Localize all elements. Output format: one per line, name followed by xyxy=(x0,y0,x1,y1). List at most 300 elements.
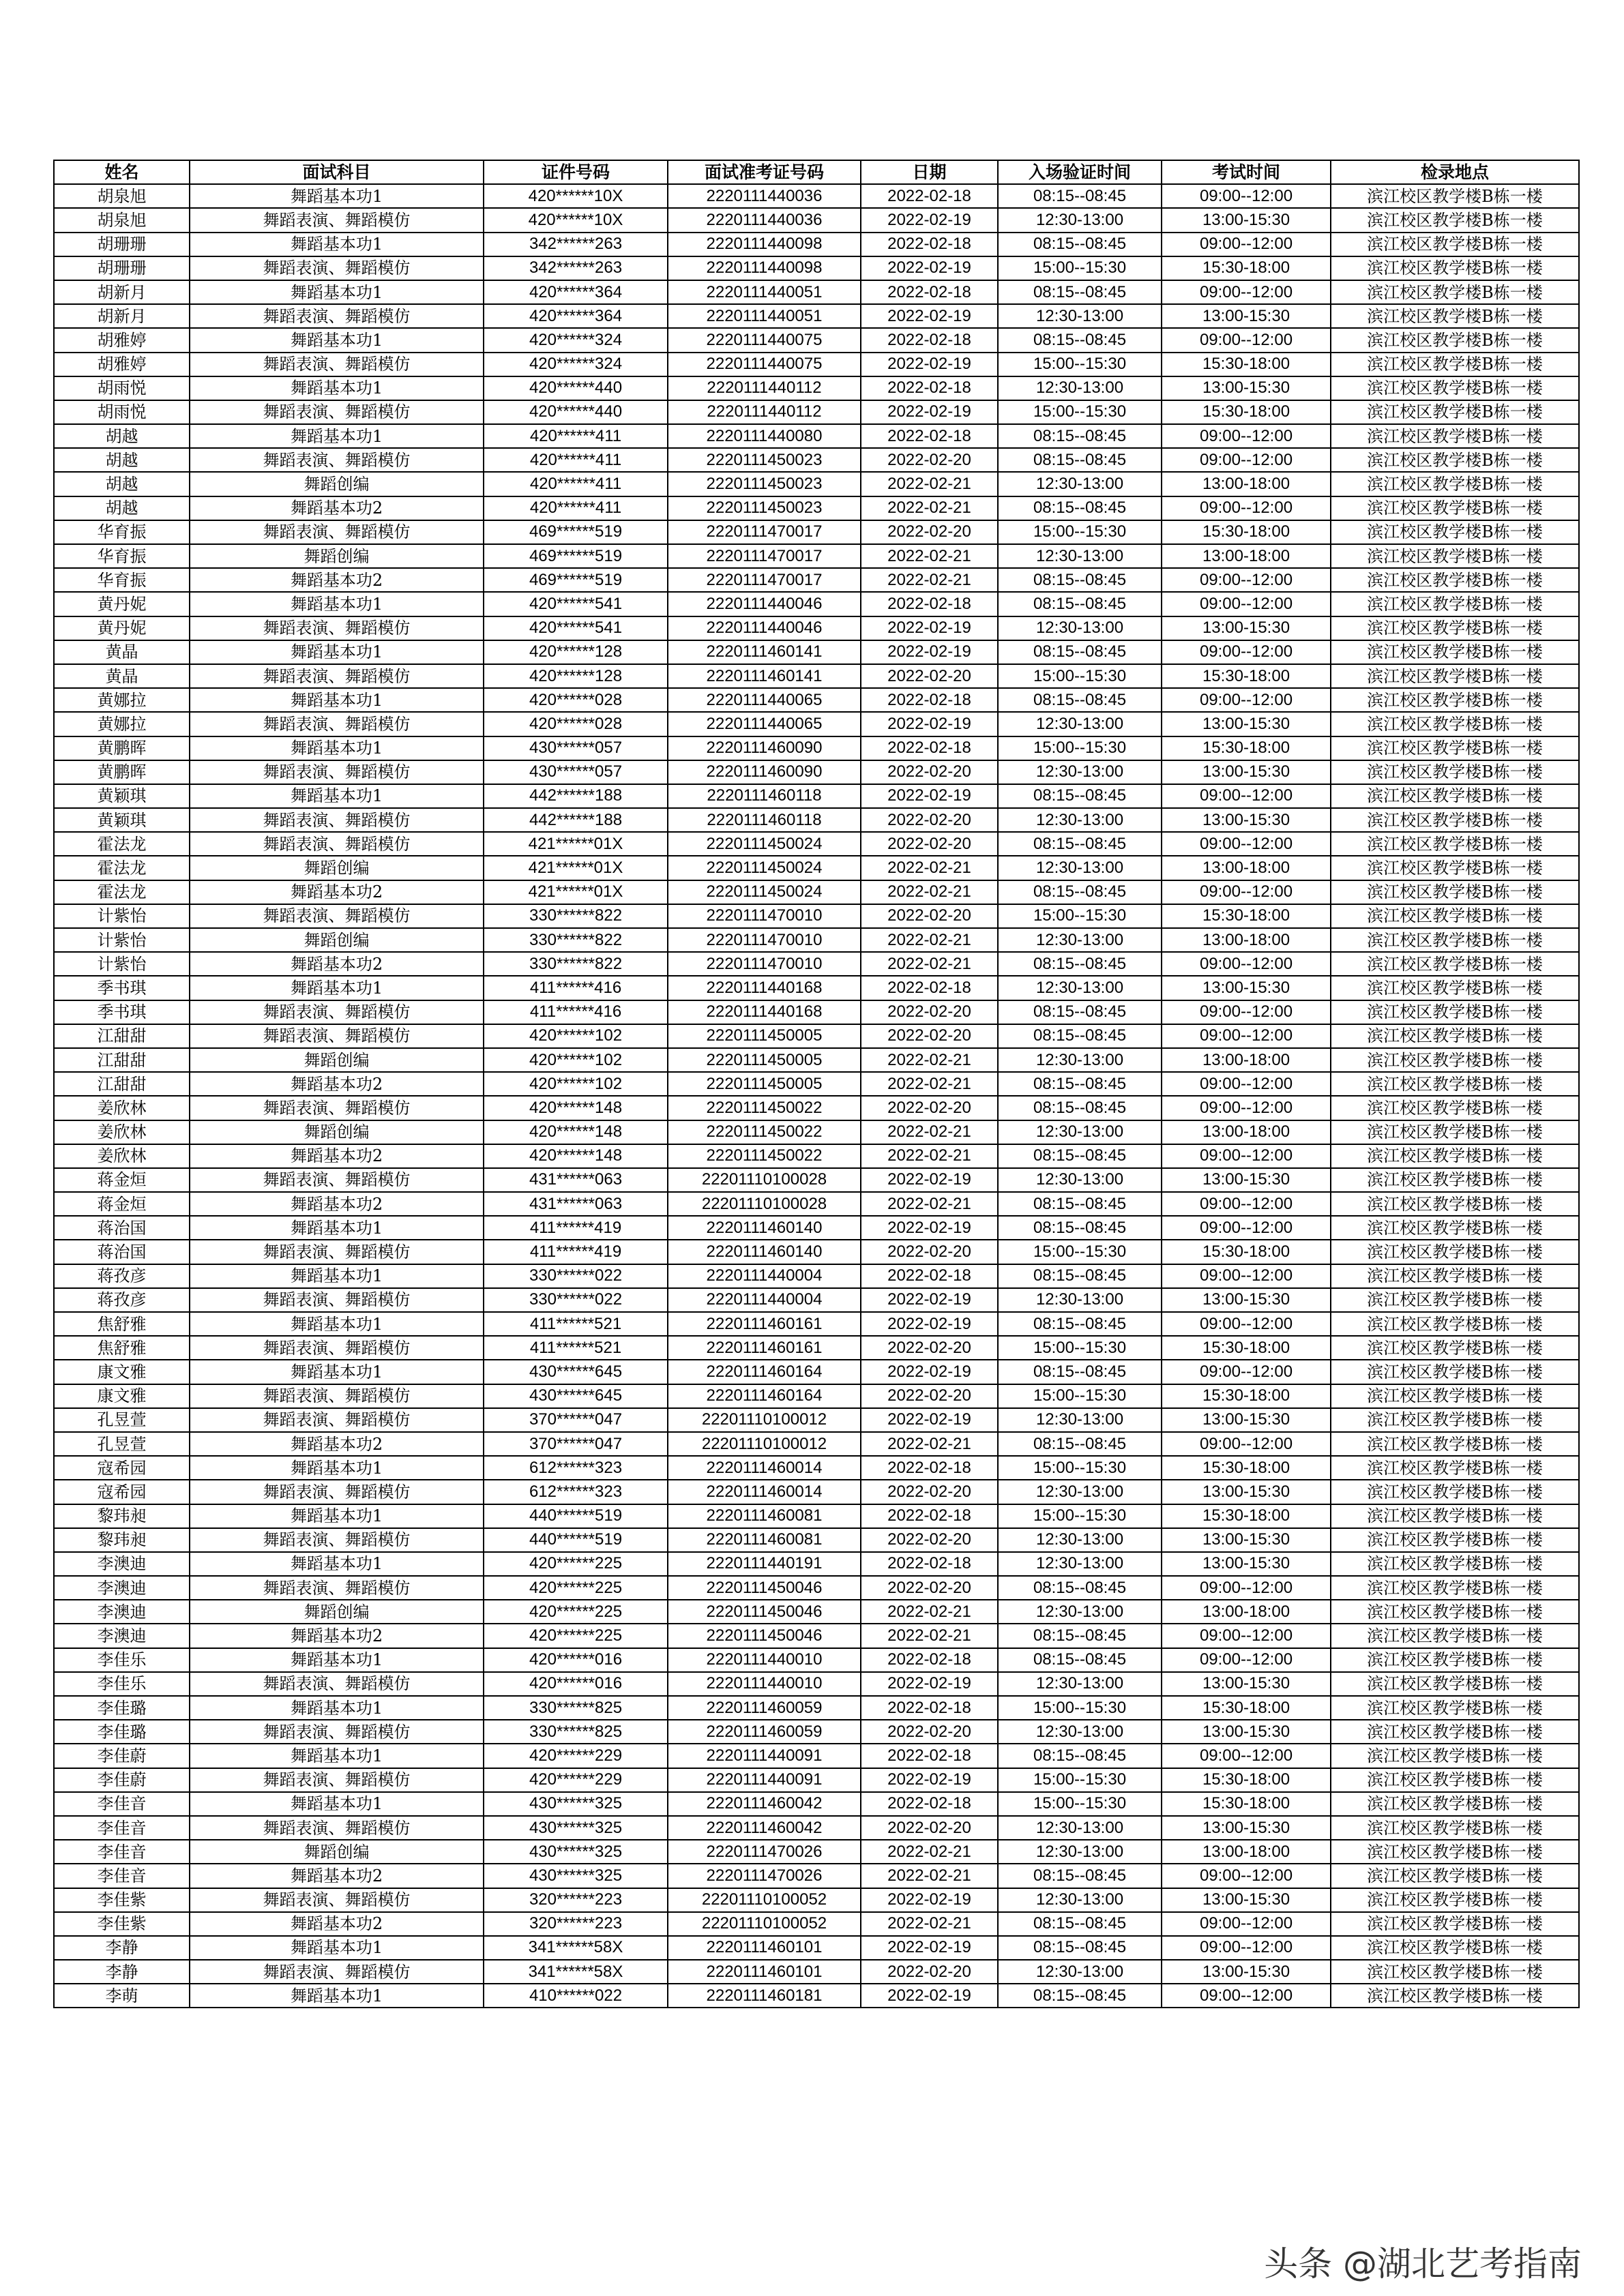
cell-name: 胡越 xyxy=(54,448,190,472)
cell-date: 2022-02-20 xyxy=(861,1336,998,1360)
cell-name: 李澳迪 xyxy=(54,1624,190,1648)
cell-name: 李佳音 xyxy=(54,1816,190,1840)
cell-name: 华育振 xyxy=(54,544,190,568)
cell-ticket-number: 2220111460090 xyxy=(668,760,861,784)
cell-name: 蒋孜彦 xyxy=(54,1264,190,1288)
cell-exam-time: 15:30-18:00 xyxy=(1162,736,1331,760)
cell-entry-time: 12:30-13:00 xyxy=(998,1408,1162,1432)
cell-ticket-number: 2220111450024 xyxy=(668,880,861,904)
cell-name: 季书琪 xyxy=(54,976,190,1000)
cell-entry-time: 08:15--08:45 xyxy=(998,880,1162,904)
cell-ticket-number: 2220111460140 xyxy=(668,1216,861,1240)
cell-subject: 舞蹈基本功1 xyxy=(190,376,484,400)
cell-ticket-number: 2220111450046 xyxy=(668,1576,861,1600)
cell-name: 胡泉旭 xyxy=(54,184,190,208)
cell-subject: 舞蹈基本功1 xyxy=(190,424,484,448)
cell-entry-time: 08:15--08:45 xyxy=(998,1096,1162,1120)
cell-exam-time: 13:00-15:30 xyxy=(1162,760,1331,784)
cell-subject: 舞蹈基本功1 xyxy=(190,1792,484,1816)
cell-entry-time: 15:00--15:30 xyxy=(998,1504,1162,1528)
cell-ticket-number: 2220111470010 xyxy=(668,928,861,952)
cell-subject: 舞蹈基本功1 xyxy=(190,1312,484,1336)
cell-date: 2022-02-20 xyxy=(861,1720,998,1744)
cell-location: 滨江校区教学楼B栋一楼 xyxy=(1331,616,1579,640)
cell-id-number: 420******229 xyxy=(484,1768,668,1792)
cell-entry-time: 12:30-13:00 xyxy=(998,760,1162,784)
cell-date: 2022-02-21 xyxy=(861,1120,998,1144)
cell-name: 黄晶 xyxy=(54,640,190,664)
cell-subject: 舞蹈基本功1 xyxy=(190,233,484,256)
cell-exam-time: 15:30-18:00 xyxy=(1162,520,1331,544)
cell-date: 2022-02-18 xyxy=(861,976,998,1000)
table-row xyxy=(54,1696,1579,1720)
table-row xyxy=(54,1624,1579,1648)
cell-ticket-number: 2220111440098 xyxy=(668,256,861,280)
cell-name: 黄丹妮 xyxy=(54,616,190,640)
cell-name: 季书琪 xyxy=(54,1000,190,1024)
cell-entry-time: 15:00--15:30 xyxy=(998,400,1162,424)
cell-date: 2022-02-20 xyxy=(861,1480,998,1504)
table-row xyxy=(54,1576,1579,1600)
cell-location: 滨江校区教学楼B栋一楼 xyxy=(1331,856,1579,880)
cell-subject: 舞蹈基本功1 xyxy=(190,1648,484,1672)
table-row xyxy=(54,1264,1579,1288)
cell-entry-time: 08:15--08:45 xyxy=(998,1744,1162,1768)
cell-exam-time: 09:00--12:00 xyxy=(1162,1192,1331,1216)
cell-entry-time: 15:00--15:30 xyxy=(998,353,1162,376)
cell-name: 李佳音 xyxy=(54,1792,190,1816)
cell-location: 滨江校区教学楼B栋一楼 xyxy=(1331,1552,1579,1576)
cell-id-number: 420******411 xyxy=(484,472,668,496)
cell-entry-time: 08:15--08:45 xyxy=(998,1216,1162,1240)
cell-entry-time: 12:30-13:00 xyxy=(998,1288,1162,1312)
cell-date: 2022-02-21 xyxy=(861,928,998,952)
cell-entry-time: 12:30-13:00 xyxy=(998,208,1162,232)
cell-id-number: 420******364 xyxy=(484,280,668,304)
cell-entry-time: 15:00--15:30 xyxy=(998,1456,1162,1480)
cell-subject: 舞蹈基本功1 xyxy=(190,1552,484,1576)
cell-entry-time: 08:15--08:45 xyxy=(998,1312,1162,1336)
cell-id-number: 330******825 xyxy=(484,1696,668,1720)
table-row xyxy=(54,1408,1579,1432)
cell-date: 2022-02-20 xyxy=(861,1096,998,1120)
cell-ticket-number: 2220111440091 xyxy=(668,1768,861,1792)
cell-ticket-number: 2220111470026 xyxy=(668,1864,861,1888)
cell-exam-time: 09:00--12:00 xyxy=(1162,592,1331,616)
cell-date: 2022-02-21 xyxy=(861,1624,998,1648)
cell-ticket-number: 2220111440051 xyxy=(668,304,861,328)
cell-ticket-number: 2220111440098 xyxy=(668,233,861,256)
table-row xyxy=(54,832,1579,856)
cell-id-number: 430******645 xyxy=(484,1360,668,1384)
cell-id-number: 469******519 xyxy=(484,544,668,568)
cell-subject: 舞蹈表演、舞蹈模仿 xyxy=(190,1384,484,1408)
cell-id-number: 370******047 xyxy=(484,1432,668,1456)
cell-entry-time: 08:15--08:45 xyxy=(998,496,1162,520)
header-location: 检录地点 xyxy=(1331,160,1579,184)
cell-location: 滨江校区教学楼B栋一楼 xyxy=(1331,880,1579,904)
cell-name: 李佳音 xyxy=(54,1840,190,1864)
cell-subject: 舞蹈表演、舞蹈模仿 xyxy=(190,208,484,232)
cell-name: 李佳乐 xyxy=(54,1648,190,1672)
cell-entry-time: 15:00--15:30 xyxy=(998,520,1162,544)
cell-date: 2022-02-19 xyxy=(861,712,998,736)
cell-exam-time: 09:00--12:00 xyxy=(1162,1072,1331,1096)
table-row xyxy=(54,1120,1579,1144)
cell-entry-time: 08:15--08:45 xyxy=(998,328,1162,352)
cell-location: 滨江校区教学楼B栋一楼 xyxy=(1331,808,1579,832)
cell-exam-time: 13:00-18:00 xyxy=(1162,544,1331,568)
table-row xyxy=(54,1456,1579,1480)
table-row xyxy=(54,280,1579,304)
table-row xyxy=(54,353,1579,376)
table-row xyxy=(54,1552,1579,1576)
cell-id-number: 469******519 xyxy=(484,520,668,544)
cell-date: 2022-02-19 xyxy=(861,784,998,808)
cell-ticket-number: 2220111440168 xyxy=(668,1000,861,1024)
cell-exam-time: 13:00-15:30 xyxy=(1162,1528,1331,1552)
cell-exam-time: 13:00-15:30 xyxy=(1162,1168,1331,1192)
cell-location: 滨江校区教学楼B栋一楼 xyxy=(1331,928,1579,952)
cell-location: 滨江校区教学楼B栋一楼 xyxy=(1331,904,1579,928)
table-row xyxy=(54,976,1579,1000)
cell-ticket-number: 2220111460141 xyxy=(668,664,861,688)
cell-ticket-number: 2220111450005 xyxy=(668,1024,861,1048)
cell-location: 滨江校区教学楼B栋一楼 xyxy=(1331,784,1579,808)
cell-ticket-number: 2220111450023 xyxy=(668,472,861,496)
cell-id-number: 440******519 xyxy=(484,1504,668,1528)
cell-ticket-number: 2220111440046 xyxy=(668,592,861,616)
cell-id-number: 421******01X xyxy=(484,880,668,904)
cell-subject: 舞蹈表演、舞蹈模仿 xyxy=(190,1672,484,1696)
cell-ticket-number: 2220111440112 xyxy=(668,376,861,400)
cell-id-number: 330******822 xyxy=(484,952,668,976)
cell-name: 计紫怡 xyxy=(54,904,190,928)
cell-location: 滨江校区教学楼B栋一楼 xyxy=(1331,1816,1579,1840)
cell-exam-time: 09:00--12:00 xyxy=(1162,832,1331,856)
cell-exam-time: 09:00--12:00 xyxy=(1162,424,1331,448)
cell-name: 李澳迪 xyxy=(54,1600,190,1624)
table-row xyxy=(54,544,1579,568)
cell-date: 2022-02-19 xyxy=(861,640,998,664)
table-row xyxy=(54,208,1579,232)
cell-date: 2022-02-21 xyxy=(861,1192,998,1216)
cell-name: 李佳紫 xyxy=(54,1912,190,1936)
cell-exam-time: 09:00--12:00 xyxy=(1162,1936,1331,1960)
table-row xyxy=(54,1960,1579,1984)
cell-subject: 舞蹈基本功2 xyxy=(190,880,484,904)
cell-entry-time: 08:15--08:45 xyxy=(998,233,1162,256)
cell-ticket-number: 2220111460181 xyxy=(668,1984,861,2008)
cell-name: 李萌 xyxy=(54,1984,190,2008)
cell-name: 华育振 xyxy=(54,520,190,544)
cell-ticket-number: 2220111470026 xyxy=(668,1840,861,1864)
cell-ticket-number: 22201110100028 xyxy=(668,1168,861,1192)
cell-id-number: 420******440 xyxy=(484,400,668,424)
cell-exam-time: 15:30-18:00 xyxy=(1162,1336,1331,1360)
cell-location: 滨江校区教学楼B栋一楼 xyxy=(1331,520,1579,544)
cell-subject: 舞蹈表演、舞蹈模仿 xyxy=(190,256,484,280)
cell-ticket-number: 2220111470010 xyxy=(668,952,861,976)
table-row xyxy=(54,304,1579,328)
cell-ticket-number: 2220111470017 xyxy=(668,520,861,544)
cell-subject: 舞蹈基本功1 xyxy=(190,1264,484,1288)
cell-subject: 舞蹈表演、舞蹈模仿 xyxy=(190,616,484,640)
cell-ticket-number: 2220111440036 xyxy=(668,184,861,208)
cell-name: 黄颖琪 xyxy=(54,784,190,808)
cell-id-number: 612******323 xyxy=(484,1480,668,1504)
cell-name: 康文雅 xyxy=(54,1384,190,1408)
table-row xyxy=(54,184,1579,208)
cell-name: 蒋金烜 xyxy=(54,1168,190,1192)
table-row xyxy=(54,856,1579,880)
cell-entry-time: 12:30-13:00 xyxy=(998,1888,1162,1912)
cell-subject: 舞蹈表演、舞蹈模仿 xyxy=(190,1288,484,1312)
cell-location: 滨江校区教学楼B栋一楼 xyxy=(1331,1432,1579,1456)
cell-entry-time: 08:15--08:45 xyxy=(998,592,1162,616)
cell-ticket-number: 2220111460161 xyxy=(668,1312,861,1336)
cell-location: 滨江校区教学楼B栋一楼 xyxy=(1331,448,1579,472)
cell-ticket-number: 22201110100052 xyxy=(668,1888,861,1912)
cell-entry-time: 12:30-13:00 xyxy=(998,1672,1162,1696)
table-row xyxy=(54,952,1579,976)
cell-name: 胡越 xyxy=(54,424,190,448)
cell-id-number: 430******057 xyxy=(484,736,668,760)
cell-exam-time: 09:00--12:00 xyxy=(1162,1216,1331,1240)
cell-location: 滨江校区教学楼B栋一楼 xyxy=(1331,1288,1579,1312)
cell-subject: 舞蹈基本功1 xyxy=(190,1216,484,1240)
cell-name: 李佳紫 xyxy=(54,1888,190,1912)
cell-entry-time: 12:30-13:00 xyxy=(998,376,1162,400)
cell-subject: 舞蹈表演、舞蹈模仿 xyxy=(190,1096,484,1120)
cell-subject: 舞蹈表演、舞蹈模仿 xyxy=(190,1528,484,1552)
cell-id-number: 430******325 xyxy=(484,1864,668,1888)
cell-id-number: 320******223 xyxy=(484,1912,668,1936)
cell-ticket-number: 2220111440065 xyxy=(668,688,861,712)
cell-ticket-number: 2220111450024 xyxy=(668,832,861,856)
cell-date: 2022-02-21 xyxy=(861,952,998,976)
cell-name: 计紫怡 xyxy=(54,928,190,952)
cell-date: 2022-02-18 xyxy=(861,736,998,760)
cell-subject: 舞蹈基本功1 xyxy=(190,1456,484,1480)
cell-entry-time: 15:00--15:30 xyxy=(998,1384,1162,1408)
cell-ticket-number: 2220111440004 xyxy=(668,1288,861,1312)
cell-location: 滨江校区教学楼B栋一楼 xyxy=(1331,1744,1579,1768)
cell-location: 滨江校区教学楼B栋一楼 xyxy=(1331,544,1579,568)
cell-exam-time: 15:30-18:00 xyxy=(1162,904,1331,928)
cell-exam-time: 09:00--12:00 xyxy=(1162,1096,1331,1120)
cell-date: 2022-02-20 xyxy=(861,1024,998,1048)
cell-exam-time: 13:00-18:00 xyxy=(1162,1120,1331,1144)
cell-exam-time: 09:00--12:00 xyxy=(1162,1744,1331,1768)
cell-name: 胡新月 xyxy=(54,280,190,304)
cell-date: 2022-02-21 xyxy=(861,1840,998,1864)
cell-subject: 舞蹈表演、舞蹈模仿 xyxy=(190,712,484,736)
cell-date: 2022-02-20 xyxy=(861,1000,998,1024)
cell-name: 黄鹏晖 xyxy=(54,736,190,760)
cell-subject: 舞蹈表演、舞蹈模仿 xyxy=(190,1240,484,1264)
watermark: 头条 @湖北艺考指南 xyxy=(1264,2244,1582,2284)
cell-name: 胡雨悦 xyxy=(54,400,190,424)
cell-subject: 舞蹈创编 xyxy=(190,1048,484,1072)
table-row xyxy=(54,1312,1579,1336)
cell-entry-time: 12:30-13:00 xyxy=(998,1600,1162,1624)
table-row xyxy=(54,1912,1579,1936)
cell-name: 蒋治国 xyxy=(54,1216,190,1240)
table-row xyxy=(54,1288,1579,1312)
cell-date: 2022-02-21 xyxy=(861,856,998,880)
cell-ticket-number: 2220111440191 xyxy=(668,1552,861,1576)
cell-exam-time: 09:00--12:00 xyxy=(1162,1264,1331,1288)
cell-name: 蒋金烜 xyxy=(54,1192,190,1216)
cell-location: 滨江校区教学楼B栋一楼 xyxy=(1331,1144,1579,1168)
cell-name: 黎玮昶 xyxy=(54,1504,190,1528)
cell-id-number: 411******416 xyxy=(484,1000,668,1024)
table-row xyxy=(54,1672,1579,1696)
cell-location: 滨江校区教学楼B栋一楼 xyxy=(1331,760,1579,784)
cell-id-number: 430******057 xyxy=(484,760,668,784)
cell-id-number: 421******01X xyxy=(484,856,668,880)
cell-ticket-number: 22201110100012 xyxy=(668,1408,861,1432)
cell-name: 李澳迪 xyxy=(54,1576,190,1600)
cell-entry-time: 12:30-13:00 xyxy=(998,1840,1162,1864)
cell-subject: 舞蹈基本功1 xyxy=(190,1696,484,1720)
table-row xyxy=(54,1864,1579,1888)
cell-location: 滨江校区教学楼B栋一楼 xyxy=(1331,1048,1579,1072)
cell-entry-time: 08:15--08:45 xyxy=(998,1144,1162,1168)
cell-exam-time: 09:00--12:00 xyxy=(1162,640,1331,664)
cell-exam-time: 09:00--12:00 xyxy=(1162,1432,1331,1456)
cell-id-number: 420******102 xyxy=(484,1048,668,1072)
cell-date: 2022-02-18 xyxy=(861,592,998,616)
cell-subject: 舞蹈表演、舞蹈模仿 xyxy=(190,1720,484,1744)
cell-location: 滨江校区教学楼B栋一楼 xyxy=(1331,1888,1579,1912)
cell-exam-time: 09:00--12:00 xyxy=(1162,952,1331,976)
cell-exam-time: 13:00-15:30 xyxy=(1162,1552,1331,1576)
cell-ticket-number: 2220111470017 xyxy=(668,568,861,592)
table-row xyxy=(54,1072,1579,1096)
cell-id-number: 430******325 xyxy=(484,1816,668,1840)
table-row xyxy=(54,616,1579,640)
table-row xyxy=(54,1840,1579,1864)
cell-exam-time: 13:00-15:30 xyxy=(1162,712,1331,736)
cell-name: 李佳璐 xyxy=(54,1696,190,1720)
table-row xyxy=(54,880,1579,904)
cell-entry-time: 12:30-13:00 xyxy=(998,928,1162,952)
cell-entry-time: 15:00--15:30 xyxy=(998,904,1162,928)
cell-location: 滨江校区教学楼B栋一楼 xyxy=(1331,208,1579,232)
cell-id-number: 420******102 xyxy=(484,1072,668,1096)
cell-exam-time: 09:00--12:00 xyxy=(1162,496,1331,520)
cell-location: 滨江校区教学楼B栋一楼 xyxy=(1331,1936,1579,1960)
cell-exam-time: 15:30-18:00 xyxy=(1162,1504,1331,1528)
cell-location: 滨江校区教学楼B栋一楼 xyxy=(1331,1408,1579,1432)
cell-name: 霍法龙 xyxy=(54,856,190,880)
cell-id-number: 420******028 xyxy=(484,688,668,712)
cell-location: 滨江校区教学楼B栋一楼 xyxy=(1331,1096,1579,1120)
cell-id-number: 420******016 xyxy=(484,1672,668,1696)
cell-name: 姜欣林 xyxy=(54,1120,190,1144)
cell-subject: 舞蹈基本功1 xyxy=(190,1984,484,2008)
cell-ticket-number: 2220111440010 xyxy=(668,1672,861,1696)
cell-id-number: 420******440 xyxy=(484,376,668,400)
cell-entry-time: 08:15--08:45 xyxy=(998,1912,1162,1936)
cell-location: 滨江校区教学楼B栋一楼 xyxy=(1331,1456,1579,1480)
cell-date: 2022-02-19 xyxy=(861,256,998,280)
cell-subject: 舞蹈表演、舞蹈模仿 xyxy=(190,1000,484,1024)
cell-location: 滨江校区教学楼B栋一楼 xyxy=(1331,400,1579,424)
cell-entry-time: 08:15--08:45 xyxy=(998,688,1162,712)
cell-subject: 舞蹈表演、舞蹈模仿 xyxy=(190,1576,484,1600)
cell-id-number: 420******10X xyxy=(484,208,668,232)
cell-ticket-number: 2220111460101 xyxy=(668,1936,861,1960)
cell-exam-time: 09:00--12:00 xyxy=(1162,1360,1331,1384)
table-row xyxy=(54,1528,1579,1552)
cell-exam-time: 09:00--12:00 xyxy=(1162,1576,1331,1600)
cell-exam-time: 15:30-18:00 xyxy=(1162,1456,1331,1480)
table-row xyxy=(54,233,1579,256)
cell-date: 2022-02-20 xyxy=(861,664,998,688)
cell-exam-time: 09:00--12:00 xyxy=(1162,688,1331,712)
cell-date: 2022-02-20 xyxy=(861,1384,998,1408)
cell-location: 滨江校区教学楼B栋一楼 xyxy=(1331,1576,1579,1600)
cell-location: 滨江校区教学楼B栋一楼 xyxy=(1331,688,1579,712)
cell-location: 滨江校区教学楼B栋一楼 xyxy=(1331,496,1579,520)
cell-entry-time: 08:15--08:45 xyxy=(998,1864,1162,1888)
cell-ticket-number: 2220111440112 xyxy=(668,400,861,424)
cell-exam-time: 09:00--12:00 xyxy=(1162,568,1331,592)
schedule-table xyxy=(53,160,1580,2008)
cell-ticket-number: 2220111460164 xyxy=(668,1384,861,1408)
cell-date: 2022-02-18 xyxy=(861,1696,998,1720)
cell-location: 滨江校区教学楼B栋一楼 xyxy=(1331,1480,1579,1504)
cell-name: 计紫怡 xyxy=(54,952,190,976)
table-row xyxy=(54,1648,1579,1672)
cell-exam-time: 15:30-18:00 xyxy=(1162,1768,1331,1792)
cell-entry-time: 12:30-13:00 xyxy=(998,1960,1162,1984)
cell-id-number: 469******519 xyxy=(484,568,668,592)
cell-exam-time: 09:00--12:00 xyxy=(1162,280,1331,304)
cell-entry-time: 12:30-13:00 xyxy=(998,1120,1162,1144)
cell-location: 滨江校区教学楼B栋一楼 xyxy=(1331,328,1579,352)
cell-name: 孔昱萱 xyxy=(54,1432,190,1456)
cell-id-number: 330******825 xyxy=(484,1720,668,1744)
cell-location: 滨江校区教学楼B栋一楼 xyxy=(1331,1072,1579,1096)
table-row xyxy=(54,1888,1579,1912)
cell-subject: 舞蹈基本功1 xyxy=(190,280,484,304)
cell-id-number: 420******016 xyxy=(484,1648,668,1672)
cell-date: 2022-02-19 xyxy=(861,1216,998,1240)
cell-ticket-number: 2220111460101 xyxy=(668,1960,861,1984)
cell-date: 2022-02-18 xyxy=(861,1744,998,1768)
cell-subject: 舞蹈表演、舞蹈模仿 xyxy=(190,1816,484,1840)
cell-name: 李佳蔚 xyxy=(54,1744,190,1768)
cell-location: 滨江校区教学楼B栋一楼 xyxy=(1331,1120,1579,1144)
cell-entry-time: 08:15--08:45 xyxy=(998,1984,1162,2008)
cell-ticket-number: 2220111440004 xyxy=(668,1264,861,1288)
table-row xyxy=(54,1144,1579,1168)
cell-subject: 舞蹈基本功2 xyxy=(190,1624,484,1648)
cell-entry-time: 08:15--08:45 xyxy=(998,1648,1162,1672)
cell-subject: 舞蹈表演、舞蹈模仿 xyxy=(190,1336,484,1360)
cell-subject: 舞蹈基本功1 xyxy=(190,1744,484,1768)
cell-date: 2022-02-19 xyxy=(861,1936,998,1960)
cell-id-number: 420******128 xyxy=(484,664,668,688)
cell-subject: 舞蹈表演、舞蹈模仿 xyxy=(190,304,484,328)
cell-location: 滨江校区教学楼B栋一楼 xyxy=(1331,1336,1579,1360)
table-row xyxy=(54,1432,1579,1456)
cell-ticket-number: 2220111460081 xyxy=(668,1504,861,1528)
